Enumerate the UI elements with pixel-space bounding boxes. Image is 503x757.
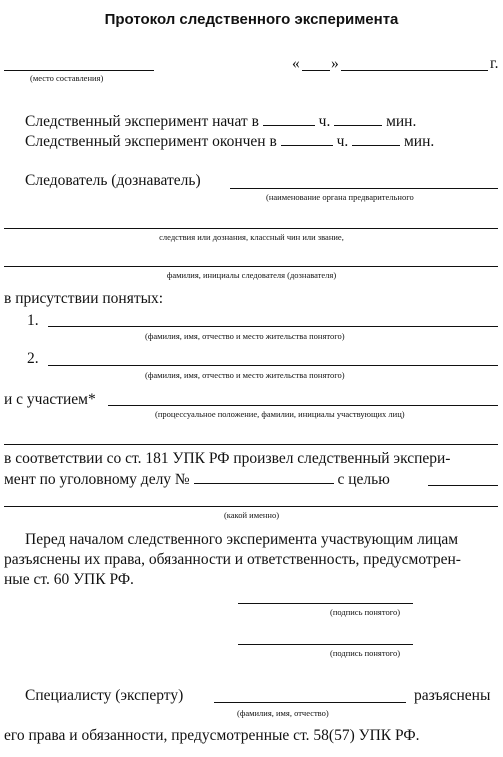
- signature-1-line: [238, 603, 413, 604]
- page-title: Протокол следственного эксперимента: [104, 11, 399, 28]
- end-minutes-blank: [352, 133, 400, 146]
- end-time-row: [25, 133, 434, 151]
- start-time-row: [25, 113, 416, 131]
- date-day-line: [302, 70, 330, 71]
- start-hours-unit: ч.: [318, 113, 331, 130]
- place-line: [4, 70, 154, 71]
- investigator-label: Следователь (дознаватель): [25, 172, 201, 189]
- date-month-line: [341, 70, 488, 71]
- witness-1-line: [48, 326, 498, 327]
- end-minutes-unit: мин.: [403, 133, 435, 150]
- purpose-line-2: [4, 506, 498, 507]
- start-minutes-blank: [334, 113, 382, 126]
- specialist-label: Специалисту (эксперту): [25, 687, 184, 704]
- signature-1-hint: (подпись понятого): [330, 607, 401, 617]
- basis-line-1: в соответствии со ст. 181 УПК РФ произвел следственный экспери-: [4, 450, 451, 467]
- end-time-label: Следственный эксперимент окончен в: [25, 133, 277, 150]
- case-number-blank: [194, 471, 334, 484]
- date-open-quote: «: [292, 55, 300, 72]
- investigator-line: [230, 188, 498, 189]
- specialist-hint: (фамилия, имя, отчество): [237, 708, 329, 718]
- witnesses-label: в присутствии понятых:: [4, 290, 164, 307]
- basis-line-2: [4, 471, 390, 489]
- rights-line-2: разъяснены их права, обязанности и ответственность, предусмотрен-: [4, 551, 461, 568]
- participation-line-2: [4, 444, 498, 445]
- end-hours-blank: [281, 133, 333, 146]
- signature-2-line: [238, 644, 413, 645]
- start-time-label: Следственный эксперимент начат в: [25, 113, 259, 130]
- start-minutes-unit: мин.: [386, 113, 417, 130]
- start-hours-blank: [263, 113, 315, 126]
- case-number-label: мент по уголовному делу №: [4, 471, 190, 488]
- place-hint: (место составления): [30, 73, 104, 83]
- specialist-line: [214, 702, 406, 703]
- witness-1-hint: (фамилия, имя, отчество и место жительства понятого): [145, 331, 345, 341]
- investigator-hint-2: следствия или дознания, классный чин или звание,: [159, 232, 344, 242]
- end-hours-unit: ч.: [336, 133, 349, 150]
- specialist-line-2: его права и обязанности, предусмотренные ст. 58(57) УПК РФ.: [4, 727, 420, 744]
- participation-line: [108, 405, 498, 406]
- purpose-line: [428, 485, 498, 486]
- witness-1-number: 1.: [27, 312, 39, 329]
- investigator-hint-1: (наименование органа предварительного: [266, 192, 414, 202]
- witness-2-hint: (фамилия, имя, отчество и место жительства понятого): [145, 370, 345, 380]
- date-close-quote: »: [331, 55, 339, 72]
- rights-line-1: Перед началом следственного эксперимента участвующим лицам: [25, 531, 459, 548]
- rights-line-3: ные ст. 60 УПК РФ.: [4, 571, 134, 588]
- signature-2-hint: (подпись понятого): [330, 648, 401, 658]
- participation-label: и с участием*: [4, 391, 96, 408]
- participation-hint: (процессуальное положение, фамилии, инициалы участвующих лиц): [155, 409, 405, 419]
- witness-2-number: 2.: [27, 350, 39, 367]
- investigator-hint-3: фамилия, инициалы следователя (дознавателя): [166, 270, 337, 280]
- investigator-line-3: [4, 266, 498, 267]
- year-suffix: г.: [490, 55, 499, 72]
- purpose-hint: (какой именно): [223, 510, 280, 520]
- purpose-label: с целью: [337, 471, 390, 488]
- specialist-suffix: разъяснены: [414, 687, 491, 704]
- investigator-line-2: [4, 228, 498, 229]
- witness-2-line: [48, 365, 498, 366]
